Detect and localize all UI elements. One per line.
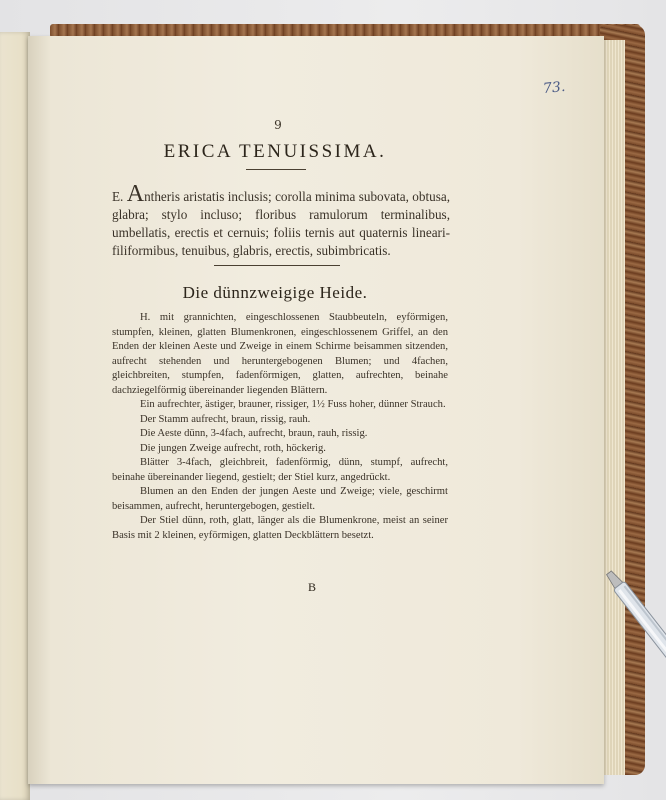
title-rule (246, 169, 306, 170)
paragraph: H. mit grannichten, eingeschlossenen Staubbeuteln, eyförmigen, stumpfen, kleinen, glatten Blumenkronen, eingeschlossenem Griffel, an den Enden der kleinen Aeste und Zweige in einem Schirme beisammen sitzenden, aufrecht stehenden und heruntergebogenen Blumen; und 4fachen, gleichbreiten, stumpfen, fadenförmigen, glatten, aufrechten, beinahe dachziegelförmig übereinander liegenden Blättern. (112, 312, 448, 396)
signature-mark: B (307, 580, 316, 594)
page-title: ERICA TENUISSIMA. (163, 141, 387, 162)
paragraph: Blätter 3-4fach, gleichbreit, fadenförmig, dünn, stumpf, aufrecht, beinahe übereinander liegend, gestielt; der Stiel kurz, angedrückt. (112, 457, 448, 483)
paragraph: Die Aeste dünn, 3-4fach, aufrecht, braun, rauh, rissig. (140, 428, 368, 439)
paragraph: Blumen an den Enden der jungen Aeste und Zweige; viele, geschirmt beisammen, aufrecht, heruntergebogen, gestielt. (112, 486, 448, 512)
paragraph: Die jungen Zweige aufrecht, roth, höckerig. (140, 442, 326, 454)
latin-text: ntheris aristatis inclusis; corolla minima subovata, obtusa, glabra; stylo incluso; floribus ramulorum terminalibus, umbellatis, erectis et cernuis; foliis ternis aut quaternis lineari-filiformibus, tenuibus, glabris, erectis, subimbricatis. (112, 189, 450, 258)
paragraph: Ein aufrechter, ästiger, brauner, rissiger, 1½ Fuss hoher, dünner Strauch. (140, 399, 446, 410)
latin-description (112, 181, 450, 260)
german-description (112, 311, 448, 543)
latin-dropcap: A (126, 181, 145, 207)
pen-icon (598, 566, 666, 706)
german-subtitle: Die dünnzweigige Heide. (182, 283, 368, 302)
left-page-edge (0, 32, 30, 800)
page-number: 9 (274, 118, 282, 132)
latin-prefix: E. (112, 189, 124, 204)
folio-number: 73. (542, 78, 567, 98)
paragraph: Der Stamm aufrecht, braun, rissig, rauh. (140, 413, 311, 425)
paragraph: Der Stiel dünn, roth, glatt, länger als die Blumenkrone, meist an seiner Basis mit 2 kleinen, eyförmigen, glatten Deckblättern besetzt. (112, 515, 448, 541)
section-rule (214, 265, 340, 266)
